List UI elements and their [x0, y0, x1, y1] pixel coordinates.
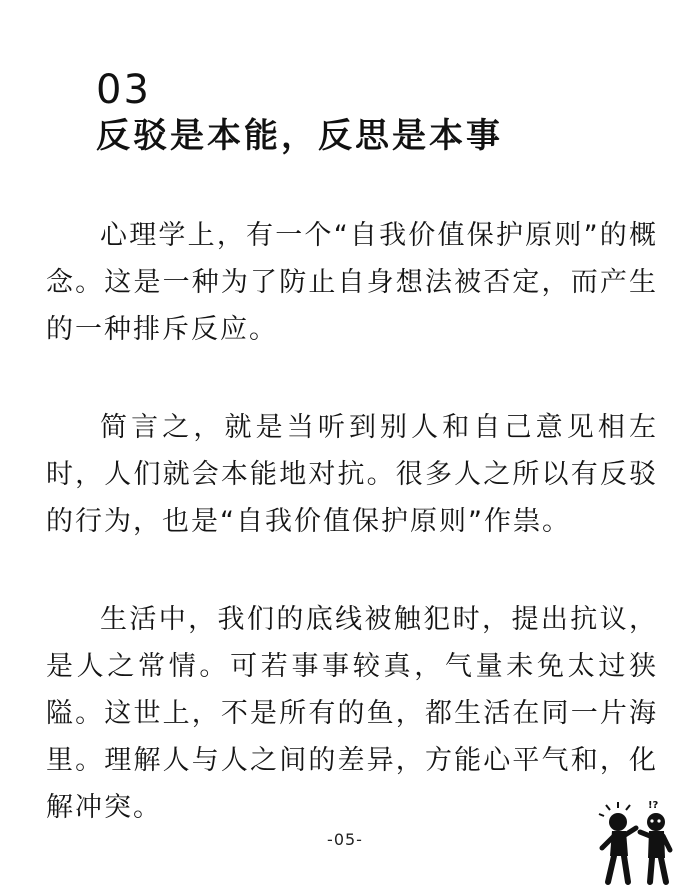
svg-text:!?: !? [648, 800, 659, 811]
section-title: 反驳是本能，反思是本事 [96, 116, 503, 156]
paragraph-2: 简言之，就是当听到别人和自己意见相左时，人们就会本能地对抗。很多人之所以有反驳的行为，也是“自我价值保护原则”作祟。 [46, 412, 658, 537]
paragraph-3: 生活中，我们的底线被触犯时，提出抗议，是人之常情。可若事事较真，气量未免太过狭隘。这世上，不是所有的鱼，都生活在同一片海里。理解人与人之间的差异，方能心平气和，化解冲突。 [46, 604, 658, 823]
confused-person-icon [640, 800, 670, 882]
article-body [46, 212, 658, 882]
arguing-people-icon [598, 798, 678, 886]
paragraph-1: 心理学上，有一个“自我价值保护原则”的概念。这是一种为了防止自身想法被否定，而产生的一种排斥反应。 [46, 220, 658, 345]
section-number: 03 [96, 67, 151, 113]
page-number: -05- [327, 830, 363, 849]
shouting-person-icon [599, 802, 636, 882]
